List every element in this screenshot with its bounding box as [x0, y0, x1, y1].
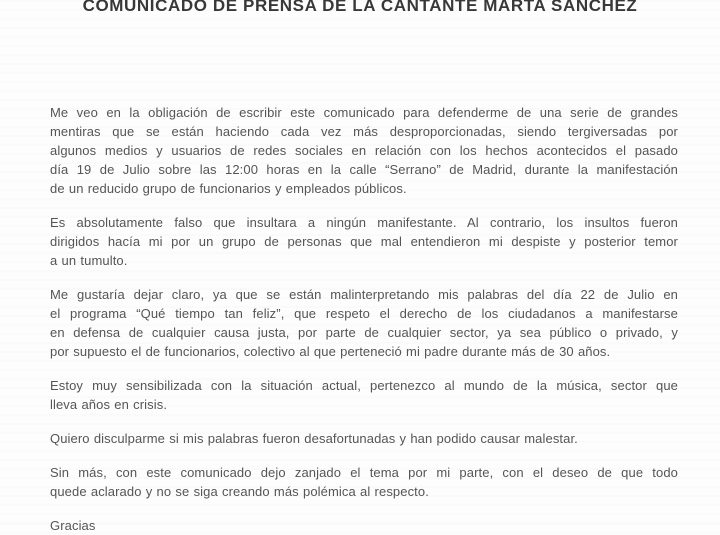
paragraph-line: a un tumulto. [50, 253, 128, 268]
paragraph-line: de un reducido grupo de funcionarios y empleados públicos. [50, 181, 407, 196]
paragraph-line: dirigidos hacía mi por un grupo de personas que mal entendieron mi despiste y posterior temor [50, 234, 678, 249]
paragraph-line: quede aclarado y no se siga creando más polémica al respecto. [50, 484, 429, 499]
closing-line: Gracias [50, 518, 96, 533]
press-release-body [50, 103, 678, 535]
paragraph-list [50, 103, 678, 501]
paragraph-line: en defensa de cualquier causa justa, por parte de cualquier sector, ya sea público o privado, y [50, 325, 678, 340]
paragraph-line: mentiras que se están haciendo cada vez más desproporcionadas, siendo tergiversadas por [50, 124, 678, 139]
paragraph [50, 103, 678, 198]
paragraph-line: Estoy muy sensibilizada con la situación actual, pertenezco al mundo de la música, sector que [50, 378, 678, 393]
press-release-title: COMUNICADO DE PRENSA DE LA CANTANTE MARTA SANCHEZ [82, 0, 638, 15]
paragraph [50, 285, 678, 361]
paragraph-line: día 19 de Julio sobre las 12:00 horas en la calle “Serrano” de Madrid, durante la manifestación [50, 162, 678, 177]
paragraph [50, 376, 678, 414]
paragraph-line: el programa “Qué tiempo tan feliz”, que respeto el derecho de los ciudadanos a manifestarse [50, 306, 678, 321]
paragraph-line: Me gustaría dejar claro, ya que se están malinterpretando mis palabras del día 22 de Julio en [50, 287, 678, 302]
paragraph [50, 213, 678, 270]
paragraph [50, 429, 678, 448]
paragraph-line: Quiero disculparme si mis palabras fueron desafortunadas y han podido causar malestar. [50, 431, 578, 446]
paragraph-line: por supuesto el de funcionarios, colectivo al que perteneció mi padre durante más de 30 años. [50, 344, 611, 359]
paragraph [50, 463, 678, 501]
paragraph-line: Me veo en la obligación de escribir este comunicado para defenderme de una serie de grandes [50, 105, 678, 120]
paragraph-line: Sin más, con este comunicado dejo zanjado el tema por mi parte, con el deseo de que todo [50, 465, 678, 480]
paragraph-line: Es absolutamente falso que insultara a ningún manifestante. Al contrario, los insultos fueron [50, 215, 678, 230]
paragraph-line: algunos medios y usuarios de redes sociales en relación con los hechos acontecidos el pasado [50, 143, 678, 158]
paragraph-line: lleva años en crisis. [50, 397, 168, 412]
